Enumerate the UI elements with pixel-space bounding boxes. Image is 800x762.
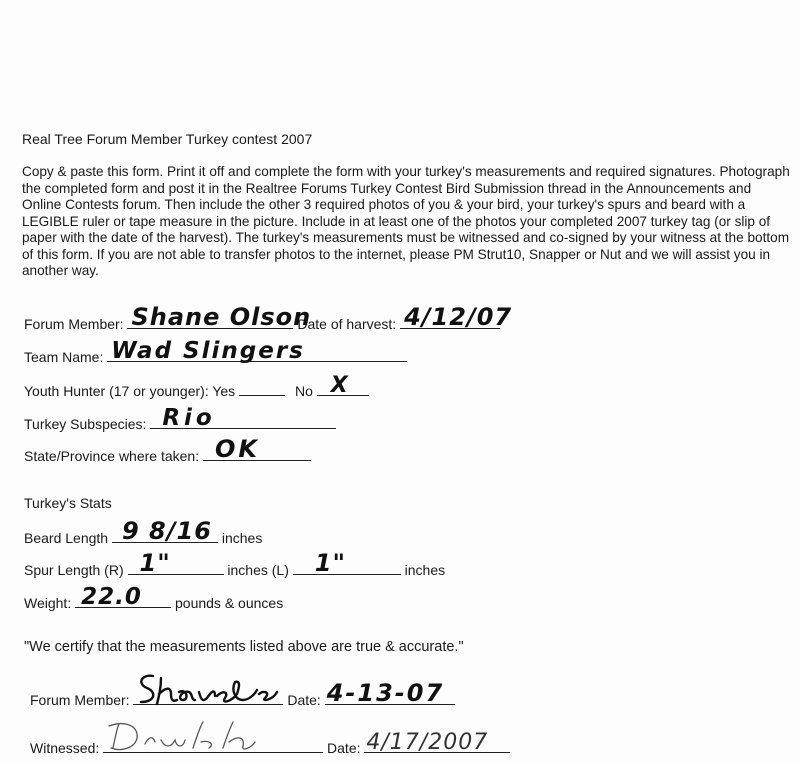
witness-date-label: Date: xyxy=(327,740,361,756)
member-signature-row xyxy=(30,679,455,708)
form-title: Real Tree Forum Member Turkey contest 2007 xyxy=(22,131,313,147)
state-label: State/Province where taken: xyxy=(24,448,200,464)
subspecies-line[interactable] xyxy=(150,405,336,431)
forum-member-label: Forum Member: xyxy=(24,316,124,332)
beard-line[interactable] xyxy=(112,517,218,545)
weight-line[interactable] xyxy=(75,584,171,610)
team-name-row xyxy=(24,338,407,365)
youth-no-label: No xyxy=(294,383,313,399)
forum-member-line[interactable] xyxy=(127,303,312,331)
beard-row xyxy=(24,517,263,546)
witness-signature-icon xyxy=(105,718,325,754)
spur-row xyxy=(24,549,446,578)
spur-r-value: 1" xyxy=(139,549,171,577)
witness-label: Witnessed: xyxy=(30,740,100,756)
youth-yes-line[interactable] xyxy=(239,381,285,396)
beard-unit: inches xyxy=(221,530,263,546)
spur-label: Spur Length (R) xyxy=(24,562,124,578)
spur-l-value: 1" xyxy=(314,549,346,577)
spur-r-line[interactable] xyxy=(128,549,224,577)
member-date-line[interactable] xyxy=(325,679,455,707)
beard-value: 9 8/16 xyxy=(121,517,212,545)
spur-unit: inches xyxy=(404,562,446,578)
weight-label: Weight: xyxy=(24,595,72,611)
date-harvest-label: Date of harvest: xyxy=(297,316,397,332)
subspecies-value: Rio xyxy=(162,405,216,431)
weight-value: 22.0 xyxy=(81,584,142,610)
form-instructions: Copy & paste this form. Print it off and complete the form with your turkey's measurements and required signatures. Photograph the completed form and post it in the Realtree Forums Turkey Contest Bird Submission thread in the Announcements and Online Contests forum. Then include the other 3 required photos of you & your bird, your turkey's spurs and beard with a LEGIBLE ruler or tape measure in the picture. Include in at least one of the photos your completed 2007 turkey tag (or slip of paper with the date of the harvest). The turkey's measurements must be witnessed and co-signed by your witness at the bottom of this form. If you are not able to transfer photos to the internet, please PM Strut10, Snapper or Nut and we will assist you in another way. xyxy=(22,164,790,278)
certification-statement: "We certify that the measurements listed above are true & accurate." xyxy=(24,639,464,655)
member-signature-line[interactable] xyxy=(133,690,283,705)
date-harvest-value: 4/12/07 xyxy=(404,303,513,331)
stats-heading: Turkey's Stats xyxy=(24,495,112,511)
weight-unit: pounds & ounces xyxy=(175,595,284,611)
forum-member-value: Shane Olson xyxy=(131,303,312,331)
subspecies-row xyxy=(24,405,336,432)
member-signature-icon xyxy=(131,670,281,706)
forum-member-row xyxy=(24,303,513,332)
state-line[interactable] xyxy=(203,435,311,463)
witness-date-line[interactable] xyxy=(364,730,510,755)
beard-label: Beard Length xyxy=(24,530,109,546)
date-harvest-line[interactable] xyxy=(400,303,513,331)
youth-no-line[interactable] xyxy=(317,373,369,398)
witness-date-value: 4/17/2007 xyxy=(366,730,489,755)
witness-signature-row xyxy=(30,730,510,756)
state-value: OK xyxy=(215,435,260,463)
team-name-line[interactable] xyxy=(107,338,407,364)
spur-l-line[interactable] xyxy=(293,549,401,577)
team-name-label: Team Name: xyxy=(24,349,104,365)
youth-no-value: X xyxy=(330,373,349,398)
youth-hunter-row xyxy=(24,373,369,399)
subspecies-label: Turkey Subspecies: xyxy=(24,416,147,432)
state-row xyxy=(24,435,311,464)
member-date-value: 4-13-07 xyxy=(326,679,445,707)
spur-mid-label: inches (L) xyxy=(227,562,289,578)
youth-label: Youth Hunter (17 or younger): Yes xyxy=(24,383,236,399)
member-date-label: Date: xyxy=(287,692,321,708)
team-name-value: Wad Slingers xyxy=(111,338,305,364)
weight-row xyxy=(24,584,284,611)
member-sig-label: Forum Member: xyxy=(30,692,130,708)
witness-signature-line[interactable] xyxy=(103,738,323,753)
